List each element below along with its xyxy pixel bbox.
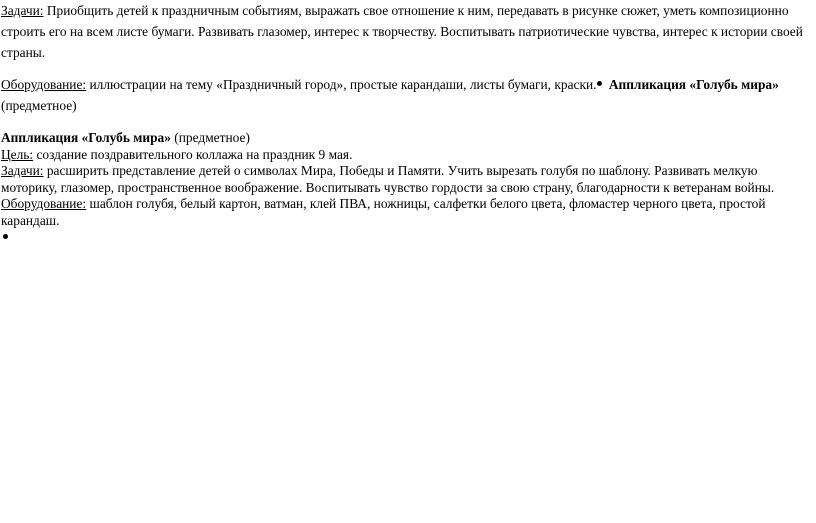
equipment-paragraph-2 (1, 196, 813, 229)
goal-text: создание поздравительного коллажа на праздник 9 мая. (33, 146, 353, 162)
bullet-icon (597, 81, 602, 86)
equipment-label: Оборудование: (1, 196, 87, 211)
activity-section (1, 130, 813, 239)
tasks-text: Приобщить детей к праздничным событиям, выражать свое отношение к ним, передавать в рисунке сюжет, уметь композиционно строить его на всем листе бумаги. Развивать глазомер, интерес к творчеству. Воспитывать патриотические чувства, интерес к истории своей страны. (1, 3, 803, 60)
tasks-text: расширить представление детей о символах Мира, Победы и Памяти. Учить вырезать голубя по шаблону. Развивать мелкую моторику, глазомер, пространственное воображение. Воспитывать чувство гордости за свою страну, благодарности к ветеранам войны. (1, 163, 775, 195)
document-page (0, 0, 813, 239)
tasks-label: Задачи: (1, 163, 44, 178)
activity-heading (1, 130, 813, 147)
tasks-label: Задачи: (1, 3, 44, 18)
activity-title: Аппликация «Голубь мира» (1, 130, 171, 145)
goal-label: Цель: (1, 146, 34, 162)
tasks-paragraph-2 (1, 163, 813, 196)
equipment-label: Оборудование: (1, 77, 87, 92)
equipment-text: иллюстрации на тему «Праздничный город», простые карандаши, листы бумаги, краски. (86, 77, 597, 92)
goal-paragraph (1, 147, 813, 164)
activity-heading-type-inline: (предметное) (1, 98, 77, 113)
activity-heading-inline: Аппликация «Голубь мира» (605, 77, 779, 92)
equipment-text: шаблон голубя, белый картон, ватман, клей ПВА, ножницы, салфетки белого цвета, фломастер черного цвета, простой карандаш. (1, 196, 766, 228)
equipment-paragraph-1 (1, 74, 813, 116)
bullet-icon (3, 234, 8, 239)
tasks-paragraph-1 (1, 0, 813, 63)
activity-type: (предметное) (170, 130, 250, 145)
